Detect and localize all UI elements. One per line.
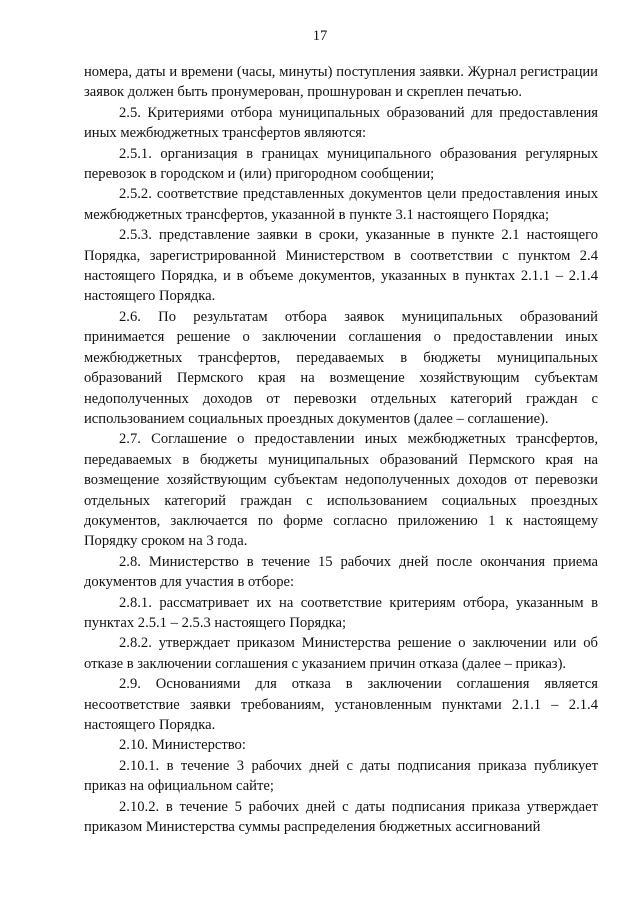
paragraph-continuation: номера, даты и времени (часы, минуты) поступления заявки. Журнал регистрации заявок должен быть пронумерован, прошнурован и скреплен печатью. (84, 64, 598, 101)
page-body (84, 62, 598, 837)
paragraph-2-8-2: 2.8.2. утверждает приказом Министерства решение о заключении или об отказе в заключении соглашения с указанием причин отказа (далее – приказ). (84, 635, 598, 672)
paragraph-2-5: 2.5. Критериями отбора муниципальных образований для предоставления иных межбюджетных трансфертов являются: (84, 104, 598, 142)
paragraph-2-10-1: 2.10.1. в течение 3 рабочих дней с даты подписания приказа публикует приказ на официальном сайте; (84, 757, 598, 795)
paragraph-2-8: 2.8. Министерство в течение 15 рабочих дней после окончания приема документов для участия в отборе: (84, 553, 598, 591)
paragraph-2-5-2: 2.5.2. соответствие представленных документов цели предоставления иных межбюджетных трансфертов, указанной в пункте 3.1 настоящего Порядка; (84, 186, 598, 223)
paragraph-2-9: 2.9. Основаниями для отказа в заключении соглашения является несоответствие заявки требованиям, установленным пунктами 2.1.1 – 2.1.4 настоящего Порядка. (84, 676, 598, 733)
page-number: 17 (312, 28, 328, 44)
paragraph-2-6: 2.6. По результатам отбора заявок муниципальных образований принимается решение о заключении соглашения о предоставлении иных межбюджетных трансфертов, передаваемых в бюджеты муниципальных образований Пермского края на возмещение хозяйствующим субъектам недополученных доходов от перевозки отдельных категорий граждан с использованием социальных проездных документов (далее – соглашение). (84, 308, 598, 427)
paragraph-2-10: 2.10. Министерство: (119, 737, 246, 754)
paragraph-2-10-2: 2.10.2. в течение 5 рабочих дней с даты подписания приказа утверждает приказом Министерства суммы распределения бюджетных ассигнований (84, 798, 598, 836)
paragraph-2-5-1: 2.5.1. организация в границах муниципального образования регулярных перевозок в городском и (или) пригородном сообщении; (84, 145, 598, 183)
paragraph-2-5-3: 2.5.3. представление заявки в сроки, указанные в пункте 2.1 настоящего Порядка, зарегистрированной Министерством в соответствии с пунктом 2.4 настоящего Порядка, и в объеме документов, указанных в пунктах 2.1.1 – 2.1.4 настоящего Порядка. (84, 227, 598, 305)
paragraph-2-7: 2.7. Соглашение о предоставлении иных межбюджетных трансфертов, передаваемых в бюджеты муниципальных образований Пермского края на возмещение хозяйствующим субъектам недополученных доходов от перевозки отдельных категорий граждан с использованием социальных проездных документов, заключается по форме согласно приложению 1 к настоящему Порядку сроком на 3 года. (84, 431, 598, 550)
paragraph-2-8-1: 2.8.1. рассматривает их на соответствие критериям отбора, указанным в пунктах 2.5.1 – 2.5.3 настоящего Порядка; (84, 594, 598, 631)
